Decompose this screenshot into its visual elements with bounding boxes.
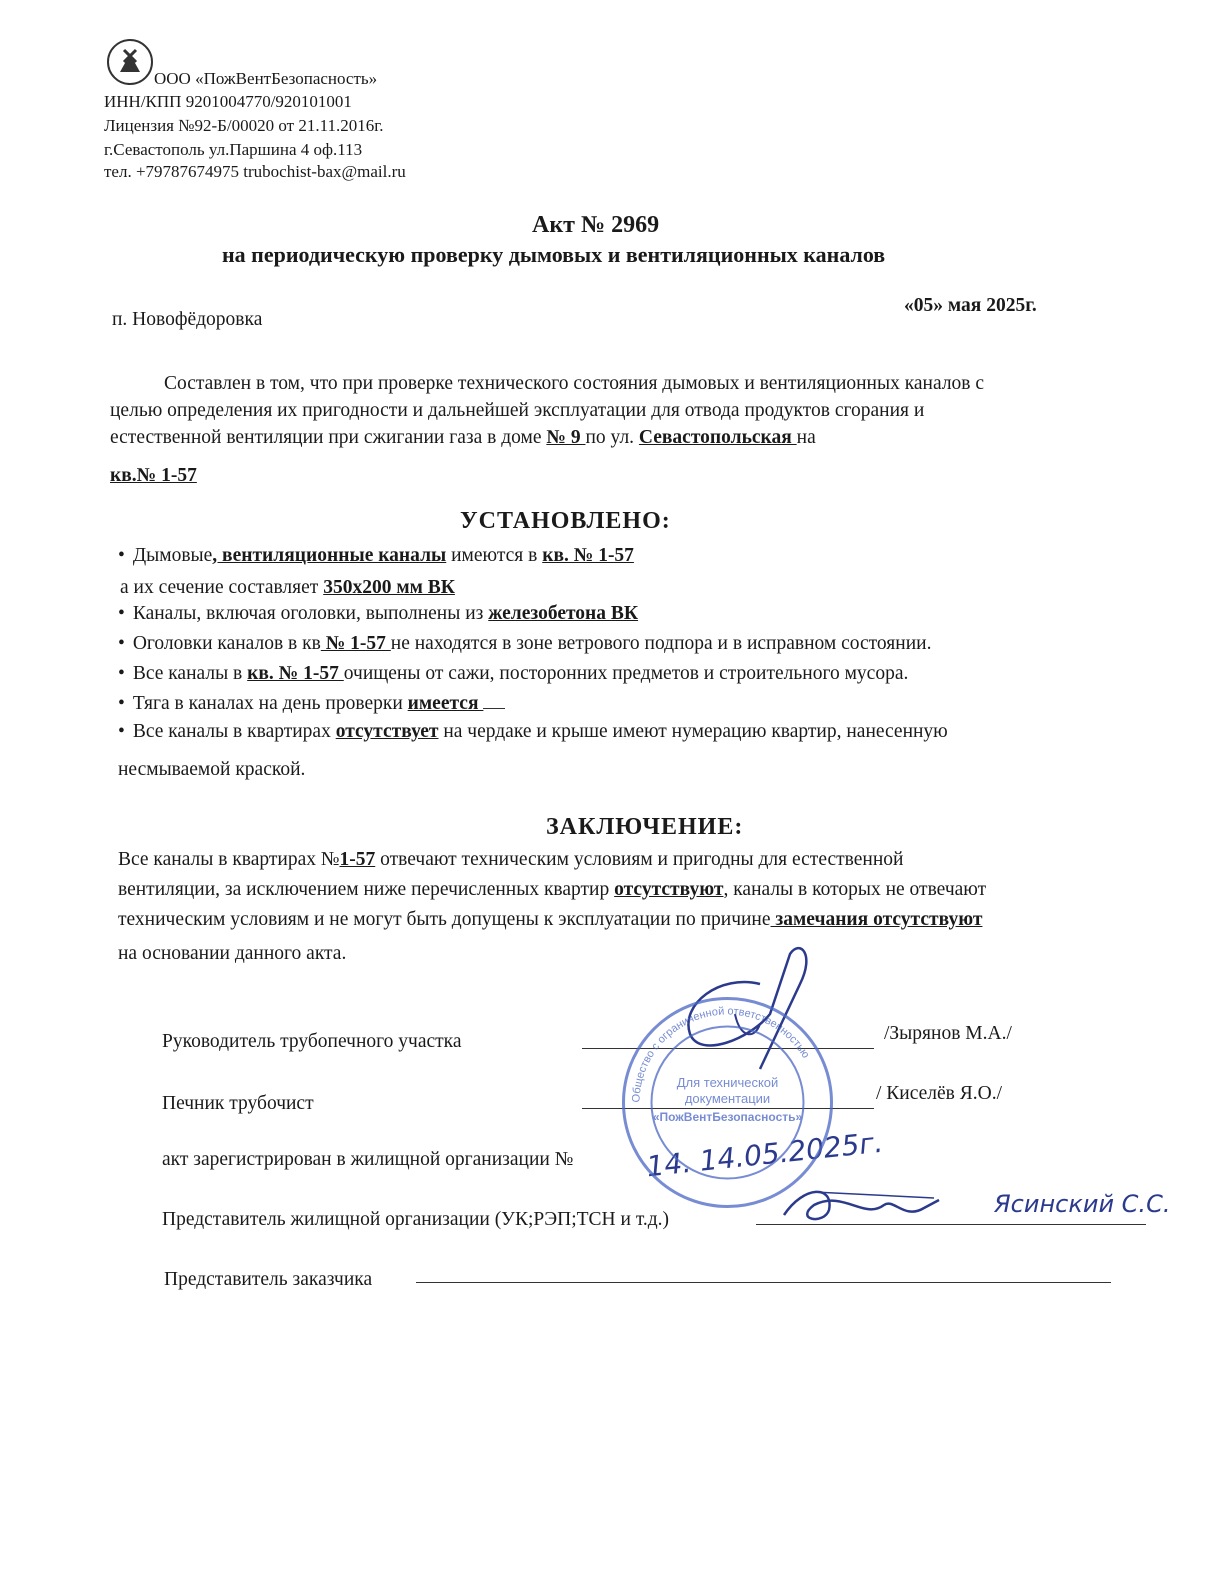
conclusion-heading: ЗАКЛЮЧЕНИЕ: — [546, 814, 744, 840]
registration-handwritten: 14. 14.05.2025г. — [644, 1125, 885, 1184]
finding-1-section: а их сечение составляет 350х200 мм ВК — [120, 577, 455, 598]
established-heading: УСТАНОВЛЕНО: — [460, 508, 671, 534]
sweep-name: / Киселёв Я.О./ — [876, 1083, 1003, 1104]
conclusion-line-2: вентиляции, за исключением ниже перечисленных квартир отсутствуют, каналы в которых не отвечают — [118, 879, 987, 900]
company-name: ООО «ПожВентБезопасность» — [154, 69, 378, 88]
company-logo-icon — [106, 38, 154, 86]
stamp-center-1: Для технической — [676, 1075, 779, 1090]
finding-4: • Все каналы в кв. № 1-57 очищены от сажи, посторонних предметов и строительного мусора. — [118, 660, 908, 687]
intro-line-2: целью определения их пригодности и дальнейшей эксплуатации для отвода продуктов сгорания и — [110, 400, 925, 421]
act-subject: на периодическую проверку дымовых и вентиляционных каналов — [222, 242, 886, 267]
rep-label: Представитель жилищной организации (УК;РЭП;ТСН и т.д.) — [162, 1209, 670, 1230]
act-number: Акт № 2969 — [532, 212, 660, 238]
company-license: Лицензия №92-Б/00020 от 21.11.2016г. — [104, 116, 384, 135]
customer-signature-line — [416, 1282, 1111, 1283]
sweep-label: Печник трубочист — [162, 1093, 314, 1114]
company-address: г.Севастополь ул.Паршина 4 оф.113 — [104, 140, 363, 159]
company-stamp-icon — [620, 995, 835, 1210]
finding-1: • Дымовые, вентиляционные каналы имеются в кв. № 1-57 — [118, 542, 634, 569]
conclusion-line-4: на основании данного акта. — [118, 943, 347, 964]
company-inn: ИНН/КПП 9201004770/920101001 — [104, 92, 352, 111]
house-number: № 9 — [546, 427, 586, 448]
act-date: «05» мая 2025г. — [904, 295, 1037, 316]
finding-5: • Тяга в каналах на день проверки имеется — [118, 690, 505, 717]
rep-handwritten: Ясинский С.С. — [994, 1190, 1171, 1218]
registration-label: акт зарегистрирован в жилищной организации № — [162, 1149, 574, 1170]
head-name: /Зырянов М.А./ — [884, 1023, 1012, 1044]
place: п. Новофёдоровка — [112, 309, 263, 330]
finding-3: • Оголовки каналов в кв № 1-57 не находятся в зоне ветрового подпора и в исправном состоянии. — [118, 630, 931, 657]
finding-2: • Каналы, включая оголовки, выполнены из железобетона ВК — [118, 600, 638, 627]
street-name: Севастопольская — [638, 427, 797, 448]
finding-6: • Все каналы в квартирах отсутствует на чердаке и крыше имеют нумерацию квартир, нанесенную — [118, 718, 948, 745]
stamp-center-3: «ПожВентБезопасность» — [652, 1110, 803, 1124]
finding-6-cont: несмываемой краской. — [118, 759, 306, 780]
apartments: кв.№ 1-57 — [110, 465, 197, 486]
head-label: Руководитель трубопечного участка — [162, 1031, 462, 1052]
intro-line-1: Составлен в том, что при проверке технического состояния дымовых и вентиляционных каналов с — [164, 373, 985, 394]
company-contacts: тел. +79787674975 trubochist-bax@mail.ru — [104, 162, 406, 181]
conclusion-line-1: Все каналы в квартирах №1-57 отвечают техническим условиям и пригодны для естественной — [118, 849, 904, 870]
stamp-center-2: документации — [684, 1091, 771, 1106]
intro-line-3: естественной вентиляции при сжигании газа в доме № 9 по ул. Севастопольская на — [110, 427, 816, 448]
customer-label: Представитель заказчика — [164, 1269, 373, 1290]
conclusion-line-3: техническим условиям и не могут быть допущены к эксплуатации по причине замечания отсутствуют — [118, 909, 983, 930]
stamp-ring-text: Общество с ограниченной ответственностью — [630, 1005, 812, 1103]
